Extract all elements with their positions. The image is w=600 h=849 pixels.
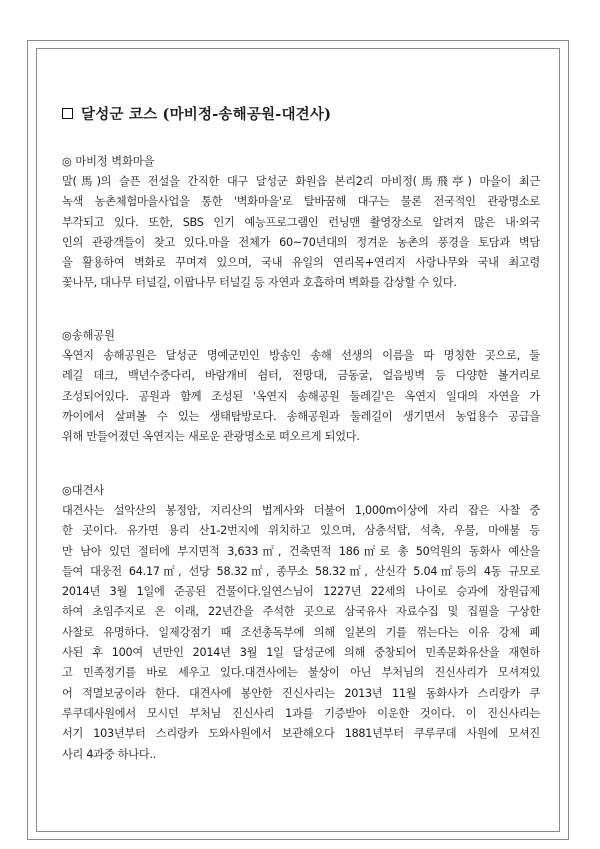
paragraph-line: 녹색 농촌체험마을사업을 통한 '벽화마을'로 탈바꿈해 대구는 물론 전국적인 관광명소로 bbox=[62, 195, 540, 209]
paragraph-line: 어 적멸보궁이라 한다. 대견사에 봉안한 진신사리는 2013년 11월 동화사가 스리랑카 쿠 bbox=[62, 686, 540, 700]
paragraph-line: 레길 데크, 백년수중다리, 바람개비 쉼터, 전망대, 금동굴, 얼음빙벽 등 다양한 볼거리로 bbox=[62, 369, 540, 383]
paragraph-line: 루쿠데사원에서 모시던 부처님 진신사리 1과를 기증받아 이운한 것이다. 이 진신사리는 bbox=[62, 706, 540, 720]
paragraph-line: 2014년 3월 1일에 준공된 건물이다.일연스님이 1227년 22세의 나이로 승과에 장원급제 bbox=[62, 585, 540, 599]
paragraph-line: 부각되고 있다. 또한, SBS 인기 예능프로그램인 런닝맨 촬영장소로 알려져 많은 내·외국 bbox=[62, 215, 540, 229]
paragraph-line: 하여 초임주지로 온 이래, 22년간을 주석한 곳으로 삼국유사 자료수집 및 집필을 구상한 bbox=[62, 605, 540, 619]
paragraph-line: 만 남아 있던 절터에 부지면적 3,633㎡, 건축면적 186㎡로 총 50억원의 동화사 예산을 bbox=[62, 544, 540, 558]
document-heading bbox=[62, 103, 331, 124]
section-subtitle: ◎대견사 bbox=[62, 484, 105, 497]
paragraph-line: 말(馬)의 슬픈 전설을 간직한 대구 달성군 화원읍 본리2리 마비정(馬飛亭) 마을이 최근 bbox=[62, 175, 540, 188]
paragraph-line: 사된 후 100여 년만인 2014년 3월 1일 달성군에 의해 중창되어 민족문화유산을 재현하 bbox=[62, 646, 540, 660]
section-mabijeong bbox=[62, 152, 540, 294]
paragraph-line: 꽃나무, 대나무 터널길, 이팝나무 터널길 등 자연과 호흡하며 벽화를 감상할 수 있다. bbox=[62, 276, 457, 290]
paragraph-line: 들여 대웅전 64.17㎡, 선당 58.32㎡, 종무소 58.32㎡, 산신각 5.04㎡등의 4동 규모로 bbox=[62, 564, 540, 578]
paragraph-line: 한 곳이다. 유가면 용리 산1-2번지에 위치하고 있으며, 삼층석탑, 석축, 우물, 마애불 등 bbox=[62, 524, 540, 538]
section-subtitle: ◎송해공원 bbox=[62, 329, 115, 342]
paragraph-line: 대견사는 설악산의 봉정암, 지리산의 법계사와 더불어 1,000m이상에 자리 잡은 사찰 중 bbox=[62, 504, 540, 517]
paragraph-line: 서기 103년부터 스리랑카 도와사원에서 보관해오다 1881년부터 쿠루쿠데 사원에 모셔진 bbox=[62, 727, 540, 741]
section-songhae-park bbox=[62, 326, 540, 447]
heading-text: 달성군 코스 (마비정-송해공원-대견사) bbox=[81, 106, 332, 123]
section-subtitle: ◎ 마비정 벽화마을 bbox=[62, 155, 155, 168]
paragraph-line: 고 민족정기를 바로 세우고 있다.대견사에는 불상이 아닌 부처님의 진신사리가 모셔져있 bbox=[62, 666, 540, 680]
paragraph-line: 인의 관광객들이 찾고 있다.마을 전체가 60~70년대의 정겨운 농촌의 풍경을 토담과 벽담 bbox=[62, 235, 540, 249]
paragraph-line: 을 활용하여 벽화로 꾸며져 있으며, 국내 유일의 연리목+연리지 사랑나무와 국내 최고령 bbox=[62, 256, 540, 270]
square-bullet-icon bbox=[62, 108, 73, 119]
paragraph-line: 위해 만들어졌던 옥연지는 새로운 관광명소로 떠오르게 되었다. bbox=[62, 430, 360, 444]
paragraph-line: 사찰로 유명하다. 일제강점기 때 조선총독부에 의해 일본의 기를 꺾는다는 이유 강제 폐 bbox=[62, 625, 540, 639]
paragraph-line: 까이에서 살펴볼 수 있는 생태탐방로다. 송해공원과 둘레길이 생기면서 농업용수 공급을 bbox=[62, 409, 540, 423]
section-daegyeonsa bbox=[62, 481, 540, 765]
paragraph-line: 사리 4과중 하나다.. bbox=[62, 747, 156, 761]
paragraph-line: 조성되어있다. 공원과 함께 조성된 '옥연지 송해공원 둘레길'은 옥연지 일대의 자연을 가 bbox=[62, 389, 540, 403]
paragraph-line: 옥연지 송해공원은 달성군 명예군민인 방송인 송해 선생의 이름을 따 명칭한 곳으로, 둘 bbox=[62, 349, 540, 362]
